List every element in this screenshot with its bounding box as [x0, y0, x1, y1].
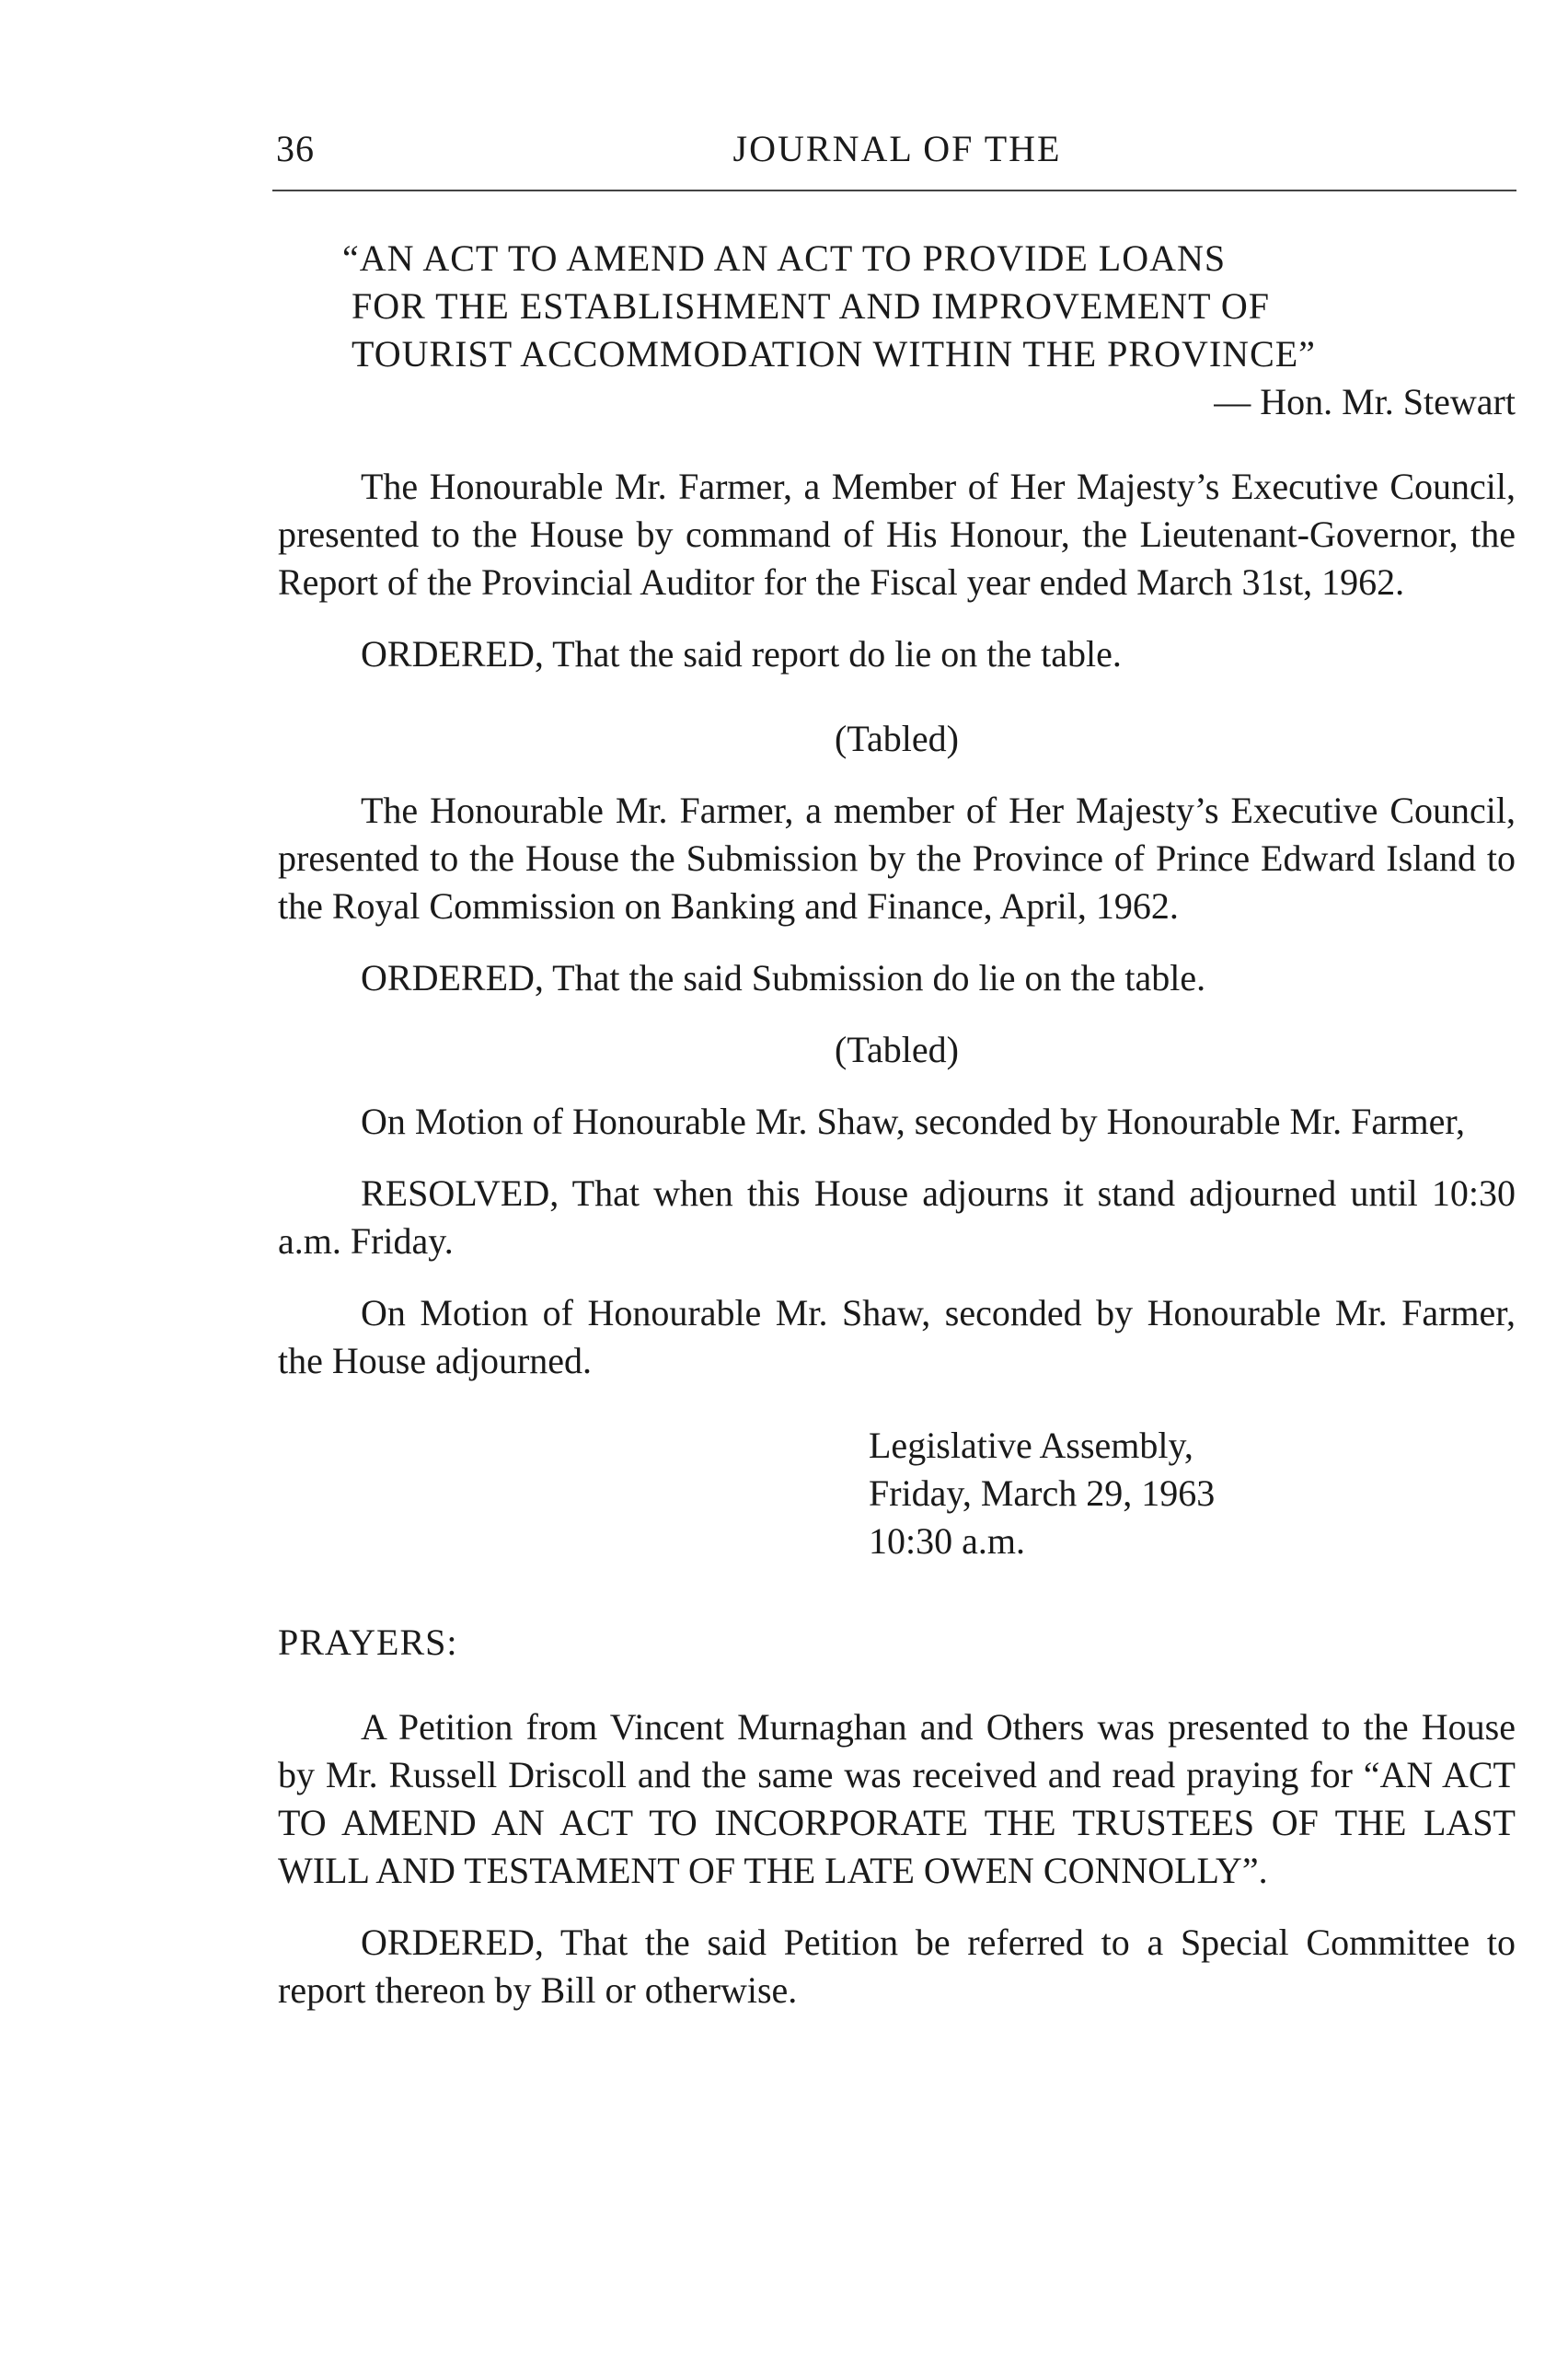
dateline-date: Friday, March 29, 1963: [869, 1472, 1216, 1514]
paragraph-resolved: RESOLVED, That when this House adjourns it stand adjourned until 10:30 a.m. Friday.: [278, 1172, 1516, 1262]
paragraph-motion: On Motion of Honourable Mr. Shaw, seconded by Honourable Mr. Farmer,: [361, 1101, 1466, 1142]
paragraph-submission: The Honourable Mr. Farmer, a member of Her Majesty’s Executive Council, presented to the House the Submission by the Province of Prince Edward Island to the Royal Commission on Banking and Finance, April, 1962.: [278, 790, 1516, 927]
page-number: 36: [276, 128, 315, 169]
prayers-heading: PRAYERS:: [278, 1622, 458, 1663]
running-head: JOURNAL OF THE: [732, 128, 1062, 169]
paragraph-ordered-submission: ORDERED, That the said Submission do lie on the table.: [361, 957, 1206, 998]
sitting-dateline: [869, 1422, 1516, 1565]
bill-title-line: TOURIST ACCOMMODATION WITHIN THE PROVINCE”: [352, 333, 1316, 375]
header-rule: [272, 190, 1516, 191]
page-body: [278, 235, 1516, 2014]
paragraph-ordered-petition: ORDERED, That the said Petition be referred to a Special Committee to report thereon by Bill or otherwise.: [278, 1922, 1516, 2011]
paragraph-auditor-report: The Honourable Mr. Farmer, a Member of Her Majesty’s Executive Council, presented to the House by command of His Honour, the Lieutenant-Governor, the Report of the Provincial Auditor for the Fiscal year ended March 31st, 1962.: [278, 466, 1516, 603]
bill-sponsor: — Hon. Mr. Stewart: [1214, 381, 1516, 422]
tabled-note: (Tabled): [835, 1029, 959, 1070]
bill-title-line: FOR THE ESTABLISHMENT AND IMPROVEMENT OF: [352, 285, 1271, 327]
dateline-assembly: Legislative Assembly,: [869, 1425, 1193, 1466]
tabled-note: (Tabled): [835, 718, 959, 759]
paragraph-petition: A Petition from Vincent Murnaghan and Others was presented to the House by Mr. Russell Driscoll and the same was received and read praying for “AN ACT TO AMEND AN ACT TO INCORPORATE THE TRUSTEES OF THE LAST WILL AND TESTAMENT OF THE LATE OWEN CONNOLLY”.: [278, 1706, 1516, 1891]
bill-title: [342, 235, 1516, 378]
dateline-time: 10:30 a.m.: [869, 1520, 1025, 1562]
bill-title-line: “AN ACT TO AMEND AN ACT TO PROVIDE LOANS: [342, 237, 1227, 279]
paragraph-adjourned: On Motion of Honourable Mr. Shaw, seconded by Honourable Mr. Farmer, the House adjourned.: [278, 1292, 1516, 1381]
page-header: [276, 127, 1518, 182]
paragraph-ordered-report: ORDERED, That the said report do lie on the table.: [361, 633, 1122, 675]
